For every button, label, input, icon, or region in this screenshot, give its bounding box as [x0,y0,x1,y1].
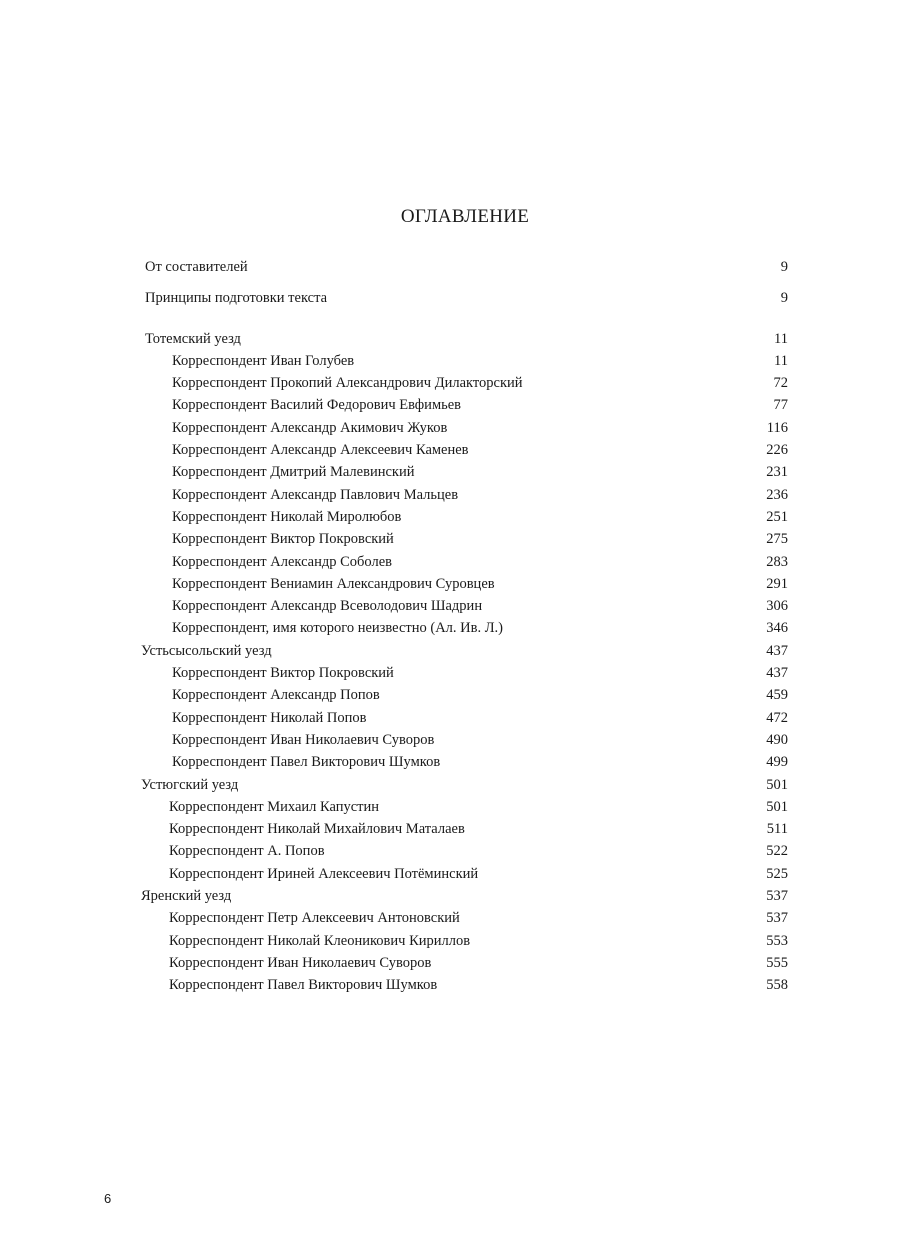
toc-entry-page: 472 [766,709,788,726]
toc-entry-page: 77 [773,397,788,414]
toc-entry [0,684,900,706]
toc-entry [0,528,900,550]
toc-section-label: Яренский уезд [141,888,232,905]
toc-entry-label: Корреспондент Василий Федорович Евфимьев [172,397,462,414]
toc-entry-page: 537 [766,910,788,927]
toc-entry-label: Корреспондент Иван Николаевич Суворов [172,731,435,748]
toc-entry [0,573,900,595]
toc-entry [0,350,900,372]
toc-entry-label: Корреспондент Александр Павлович Мальцев [172,486,459,503]
toc-entry-page: 459 [766,687,788,704]
toc-entry-page: 558 [766,977,788,994]
toc-entry-label: Корреспондент Петр Алексеевич Антоновский [169,910,460,927]
toc-entry-label: Корреспондент Александр Попов [172,687,380,704]
toc-entry [0,796,900,818]
toc-entry-page: 291 [766,575,788,592]
toc-entry-page: 499 [766,754,788,771]
toc-entry-page: 490 [766,731,788,748]
toc-entry-page: 275 [766,531,788,548]
toc-entry [0,287,900,309]
toc-entry-label: Корреспондент Дмитрий Малевинский [172,464,415,481]
toc-entry [0,930,900,952]
toc-entry-label: Корреспондент Прокопий Александрович Дилакторский [172,375,523,392]
toc-entry [0,372,900,394]
toc-entry-page: 511 [766,821,788,838]
toc-entry-page: 236 [766,486,788,503]
toc-entry-label: Принципы подготовки текста [145,290,328,307]
toc-entry-page: 231 [766,464,788,481]
toc-entry [0,551,900,573]
toc-entry [0,662,900,684]
toc-entry-page: 437 [766,665,788,682]
toc-entry [0,974,900,996]
toc-entry [0,595,900,617]
toc-entry-page: 226 [766,442,788,459]
toc-entry [0,461,900,483]
toc-entry-label: Корреспондент А. Попов [169,843,325,860]
toc-entry-label: Корреспондент Иван Голубев [172,352,355,369]
table-of-contents [0,256,900,997]
toc-entry [0,484,900,506]
page-number: 6 [104,1191,112,1206]
toc-section [0,640,900,662]
page-title: ОГЛАВЛЕНИЕ [400,206,530,227]
toc-entry-page: 251 [766,508,788,525]
toc-entry-page: 72 [773,375,788,392]
toc-entry [0,818,900,840]
toc-entry-page: 522 [766,843,788,860]
toc-section [0,328,900,350]
toc-entry-label: Корреспондент Павел Викторович Шумков [169,977,438,994]
toc-entry [0,751,900,773]
toc-entry-page: 501 [766,798,788,815]
toc-section [0,885,900,907]
toc-section [0,774,900,796]
toc-entry [0,417,900,439]
toc-entry-page: 11 [774,352,788,369]
toc-entry [0,617,900,639]
toc-entry-page: 11 [774,330,788,347]
toc-entry-page: 9 [780,290,788,307]
toc-entry [0,707,900,729]
toc-entry-label: Корреспондент, имя которого неизвестно (Ал. Ив. Л.) [172,620,504,637]
toc-entry-label: Корреспондент Николай Попов [172,709,367,726]
toc-entry-label: Корреспондент Виктор Покровский [172,665,394,682]
toc-entry [0,256,900,278]
toc-entry-label: Корреспондент Александр Соболев [172,553,392,570]
toc-section-label: Устюгский уезд [141,776,239,793]
toc-entry [0,506,900,528]
toc-entry-label: Корреспондент Иван Николаевич Суворов [169,954,432,971]
toc-entry-page: 283 [766,553,788,570]
toc-entry-label: Корреспондент Михаил Капустин [169,798,380,815]
toc-entry-page: 9 [780,259,788,275]
toc-entry-label: Корреспондент Вениамин Александрович Суровцев [172,575,495,592]
toc-entry-label: Корреспондент Николай Клеоникович Кириллов [169,932,471,949]
toc-entry [0,952,900,974]
toc-entry-label: Корреспондент Александр Акимович Жуков [172,419,448,436]
toc-entry-label: Корреспондент Александр Алексеевич Каменев [172,442,469,459]
toc-entry-page: 555 [766,954,788,971]
toc-entry-label: От составителей [145,259,248,275]
toc-entry-page: 437 [766,642,788,659]
toc-entry-page: 346 [766,620,788,637]
toc-entry-page: 537 [766,888,788,905]
toc-entry [0,907,900,929]
toc-entry-label: Корреспондент Ириней Алексеевич Потёминский [169,865,479,882]
toc-entry-label: Корреспондент Виктор Покровский [172,531,394,548]
toc-entry-label: Корреспондент Николай Михайлович Маталаев [169,821,465,838]
toc-entry-page: 116 [766,419,788,436]
toc-entry-page: 501 [766,776,788,793]
toc-entry-page: 525 [766,865,788,882]
toc-entry-page: 306 [766,598,788,615]
toc-entry [0,863,900,885]
toc-entry [0,394,900,416]
toc-section-label: Тотемский уезд [145,330,241,347]
toc-section-label: Устьсысольский уезд [141,642,272,659]
toc-entry [0,840,900,862]
toc-entry-label: Корреспондент Павел Викторович Шумков [172,754,441,771]
toc-entry-label: Корреспондент Александр Всеволодович Шадрин [172,598,483,615]
toc-entry [0,729,900,751]
toc-entry [0,439,900,461]
toc-entry-label: Корреспондент Николай Миролюбов [172,508,402,525]
toc-entry-page: 553 [766,932,788,949]
